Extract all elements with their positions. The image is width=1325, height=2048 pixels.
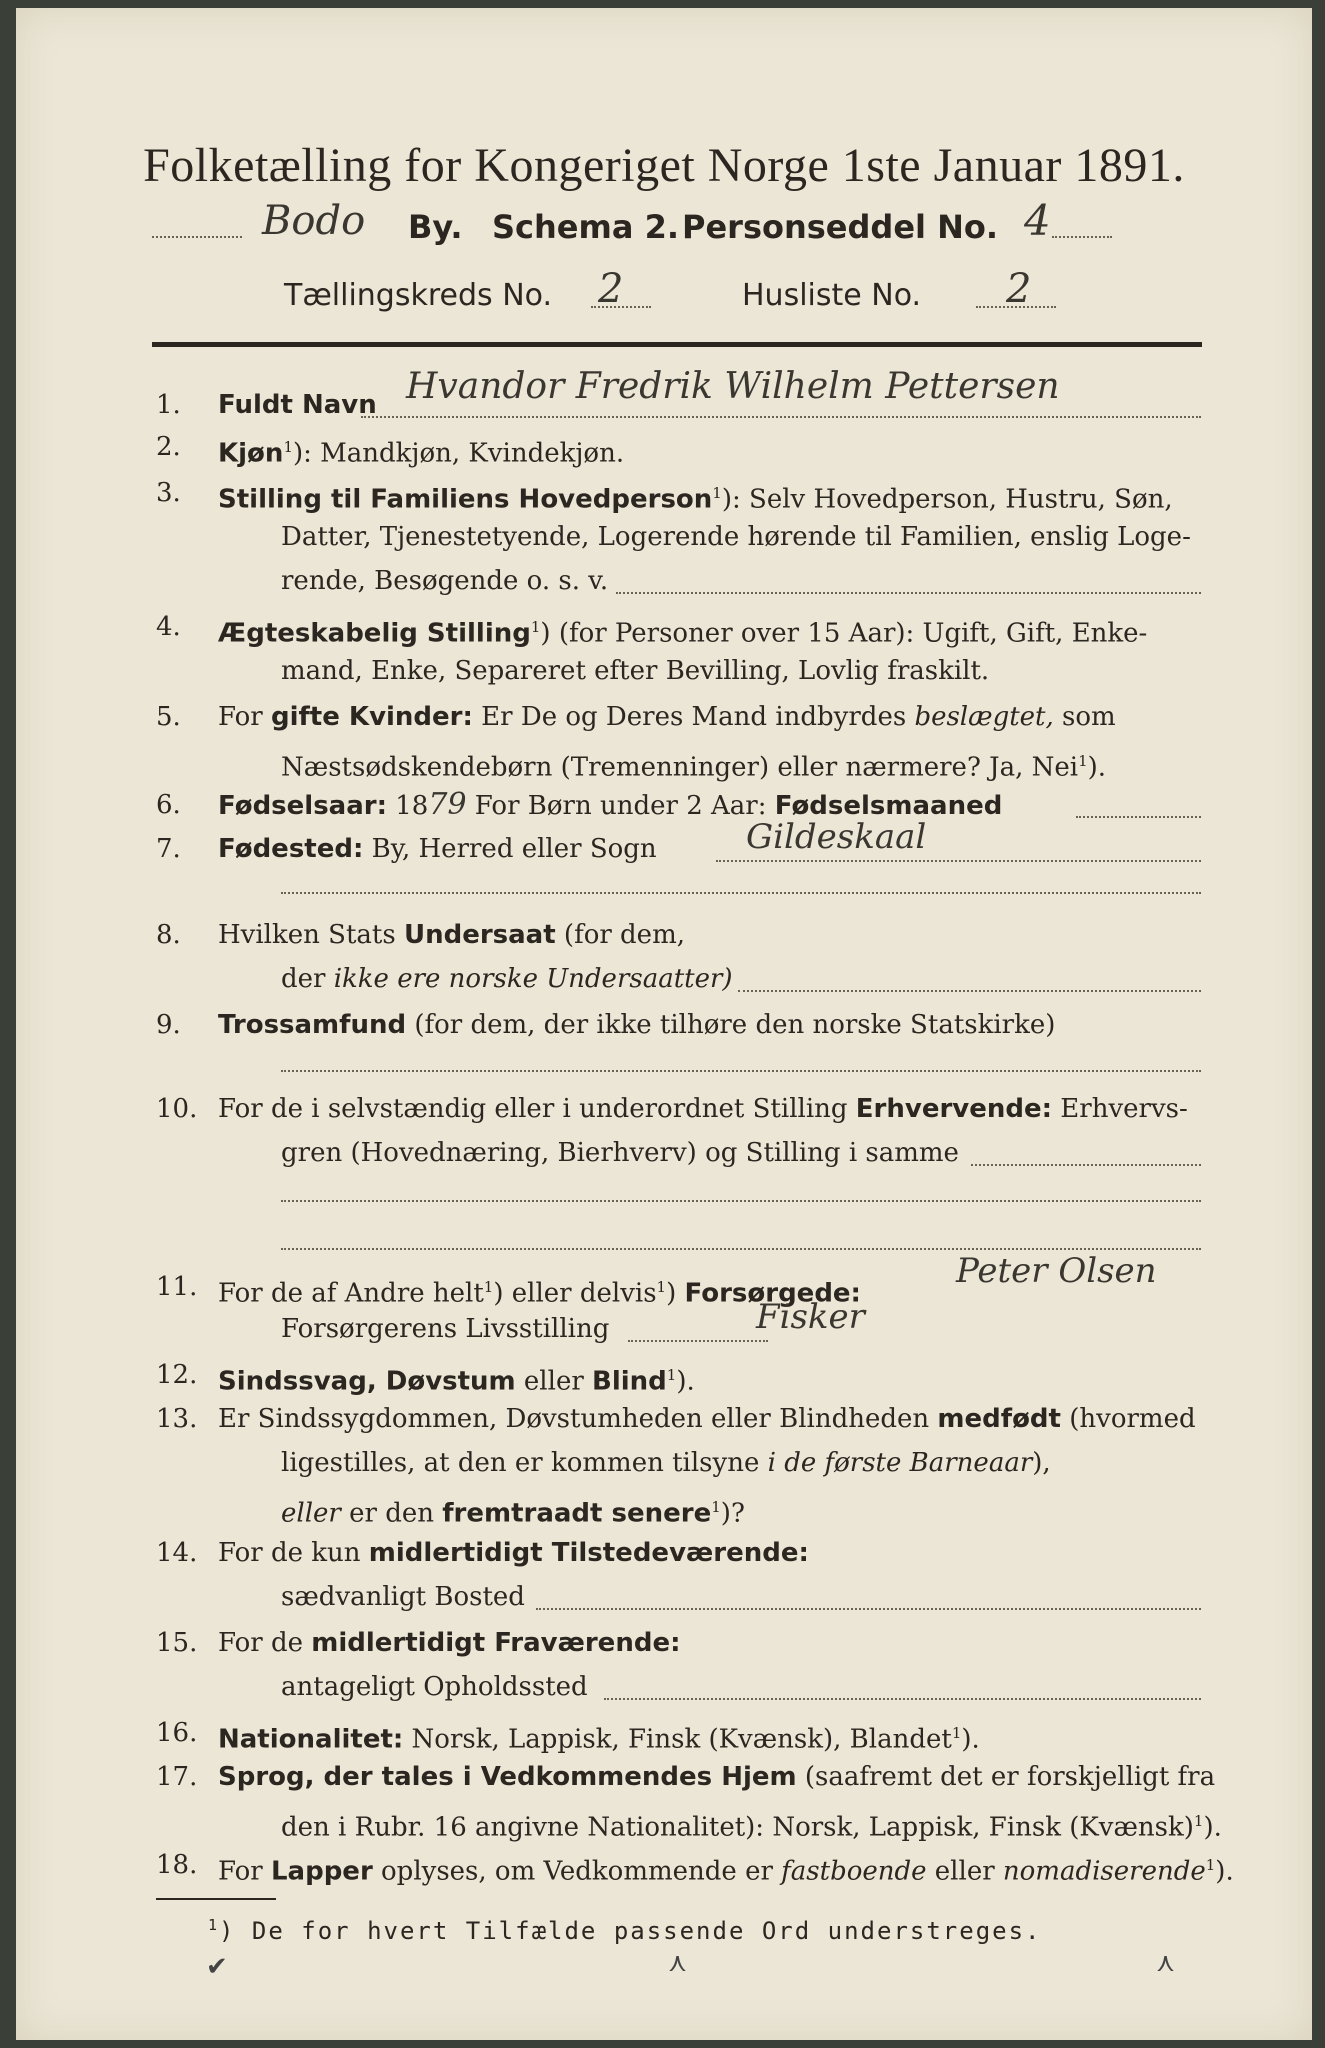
husliste-number: 2 — [1006, 266, 1032, 312]
item-text: mand, Enke, Separeret efter Bevilling, Lovlig fraskilt. — [281, 656, 990, 686]
item-number: 7. — [156, 834, 181, 864]
item-number: 5. — [156, 702, 181, 732]
item-label: medfødt — [937, 1404, 1061, 1434]
item-number: 13. — [156, 1404, 198, 1434]
item-text: der — [281, 964, 334, 994]
item-text: ligestilles, at den er kommen tilsyne — [281, 1448, 768, 1478]
item-text: For — [218, 1856, 271, 1887]
item-text: ikke ere norske Undersaatter) — [333, 964, 733, 994]
item-text: oplyses, om Vedkommende er — [372, 1856, 782, 1887]
item-text: Erhvervs- — [1052, 1094, 1188, 1124]
footnote-mark: 1 — [712, 484, 722, 502]
item-number: 6. — [156, 790, 181, 820]
personseddel-label: Personseddel No. — [682, 208, 999, 246]
census-form: Folketælling for Kongeriget Norge 1ste Januar 1891. Bodo By. Schema 2. Personseddel No. 4 Tællingskreds No. 2 Husliste No. 2 1. Fuldt Navn Hvandor Fredrik Wilhelm Pettersen 2. Kjøn$^1$): Mandkjøn, Kvindekjøn. 3. Stilling til Familiens Hovedperson$^1$): Selv Hovedperson, Hustru, Søn, Datter, Tjenestetyende, Logerende hørende til Familien, enslig Loge- rende, Besøgende o. s. v. 4. Ægteskabelig Stilling$^1$) (for Personer over 15 Aar): Ugift, Gift, Enke- mand, Enke, Separeret efter Bevilling, Lovlig fraskilt. 5. For gifte Kvinder: Er De og Deres Mand indbyrdes beslægtet, som Næstsødskendebørn (Tremenninger) eller nærmere? Ja, Nei$^1$). 6. Fødselsaar: 1879 For Børn under 2 Aar: Fødselsmaaned 7. Fødested: By, Herred eller Sogn Gildeskaal 8. Hvilken Stats Undersaat (for dem, der ikke ere norske Undersaatter) 9. Trossamfund (for dem, der ikke tilhøre den norske Statskirke) 10. For de i selvstændig eller i underordnet Stilling Erhvervende: Erhvervs- gren (Hovednæring, Bierhverv) og Stilling i samme 11. For de af Andre helt$^1$) eller delvis$^1$) Forsørgede: Peter Olsen Forsørgerens Livsstilling Fisker 12. Sindssvag, Døvstum eller Blind$^1$). 13. Er Sindssygdommen, Døvstumheden eller Blindheden medfødt (hvormed ligestilles, at den er kommen tilsyne i de første Barneaar), eller er den fremtraadt senere$^1$)? 14. For de kun midlertidigt Tilstedeværende: sædvanligt Bosted 15. For de midlertidigt Fraværende: antageligt Opholdssted 16. Nationalitet: Norsk, Lappisk, Finsk (Kvænsk), Blandet$^1$). 17. Sprog, der tales i Vedkommendes Hjem (saafremt det er forskjelligt fra den i Rubr. 16 angivne Nationalitet): Norsk, Lappisk, Finsk (Kvænsk)$^1$). 18. For Lapper oplyses, om Vedkommende er fastboende eller nomadiserende$^1$). $^1$) De for hvert Tilfælde passende Ord understreges. ✔ ⋏ ⋏ — [16, 8, 1312, 2040]
item-label: Sindssvag, Døvstum — [218, 1366, 516, 1397]
footnote-rule — [156, 1898, 276, 1900]
item-text: Forsørgerens Livsstilling — [281, 1314, 610, 1344]
footnote-mark: 1 — [530, 618, 541, 636]
item-number: 18. — [156, 1850, 198, 1880]
item-text: For — [218, 702, 271, 732]
item-label: Erhvervende: — [855, 1094, 1053, 1124]
item-text: Næstsødskendebørn (Tremenninger) eller nærmere? Ja, Nei — [281, 752, 1079, 783]
item-text: ). — [1215, 1856, 1234, 1887]
birthplace-handwritten: Gildeskaal — [746, 817, 927, 857]
item-text: (for dem, der ikke tilhøre den norske Statskirke) — [406, 1010, 1056, 1040]
item-text: eller — [926, 1856, 1003, 1887]
item-label: Stilling til Familiens Hovedperson — [218, 484, 713, 515]
item-text: (for dem, — [555, 920, 685, 950]
item-text: som — [1053, 702, 1116, 732]
form-title: Folketælling for Kongeriget Norge 1ste Januar 1891. — [143, 139, 1185, 192]
item-label: Fødselsaar: — [218, 791, 387, 821]
item-number: 15. — [156, 1628, 198, 1658]
kreds-label: Tællingskreds No. — [284, 278, 552, 313]
personseddel-number: 4 — [1024, 196, 1051, 245]
item-number: 16. — [156, 1718, 198, 1748]
item-text: Er De og Deres Mand indbyrdes — [472, 702, 915, 732]
footnote-mark: 1 — [1078, 752, 1088, 770]
item-text: ), — [1032, 1448, 1051, 1478]
item-text: ). — [961, 1724, 980, 1755]
provider-handwritten: Peter Olsen — [956, 1251, 1157, 1291]
item-text: den i Rubr. 16 angivne Nationalitet): Norsk, Lappisk, Finsk (Kvænsk) — [281, 1812, 1194, 1843]
item-text: ) — [666, 1278, 685, 1309]
footnote — [208, 1916, 1042, 1945]
item-number: 1. — [156, 390, 181, 420]
item-text: ) eller delvis — [493, 1278, 657, 1309]
item-text: eller — [515, 1366, 593, 1397]
item-label: gifte Kvinder: — [270, 702, 473, 732]
item-text: ) (for Personer over 15 Aar): Ugift, Gift, Enke- — [540, 618, 1148, 649]
item-text: (hvormed — [1060, 1404, 1196, 1434]
item-number: 3. — [156, 478, 181, 508]
item-text: ): Selv Hovedperson, Hustru, Søn, — [721, 484, 1173, 515]
item-label: Kjøn — [218, 438, 284, 469]
item-label: Forsørgede: — [684, 1278, 861, 1309]
item-number: 11. — [156, 1272, 198, 1302]
item-text: ). — [676, 1366, 695, 1397]
item-number: 9. — [156, 1010, 181, 1040]
item-number: 12. — [156, 1360, 198, 1390]
item-text: gren (Hovednæring, Bierhverv) og Stilling i samme — [281, 1138, 959, 1168]
item-label: fremtraadt senere — [442, 1498, 712, 1529]
item-text: ). — [1087, 752, 1107, 783]
footnote-mark: 1 — [283, 438, 293, 456]
kreds-number: 2 — [598, 266, 624, 312]
item-label: Fødselsmaaned — [774, 791, 1003, 821]
item-text: er den — [340, 1498, 443, 1529]
header-rule — [152, 342, 1202, 347]
item-label: midlertidigt Fraværende: — [311, 1628, 681, 1658]
item-number: 10. — [156, 1094, 198, 1124]
item-text: By, Herred eller Sogn — [363, 834, 657, 864]
item-label: Ægteskabelig Stilling — [218, 618, 531, 649]
item-text: nomadiserende — [1002, 1856, 1206, 1887]
item-text: Hvilken Stats — [218, 920, 404, 950]
item-number: 2. — [156, 432, 181, 462]
item-text: antageligt Opholdssted — [281, 1672, 588, 1702]
item-text: For de af Andre helt — [218, 1278, 484, 1309]
provider-occupation-handwritten: Fisker — [756, 1297, 865, 1337]
full-name-handwritten: Hvandor Fredrik Wilhelm Pettersen — [406, 366, 1060, 407]
item-label: Blind — [592, 1366, 667, 1397]
item-text: ). — [1203, 1812, 1222, 1843]
item-number: 17. — [156, 1762, 198, 1792]
header-kreds-line — [284, 278, 552, 313]
item-label: Fuldt Navn — [218, 390, 377, 420]
item-text: )? — [720, 1498, 745, 1529]
item-number: 14. — [156, 1538, 198, 1568]
item-text: Er Sindssygdommen, Døvstumheden eller Blindheden — [218, 1404, 938, 1434]
corner-mark-icon: ⋏ — [1156, 1948, 1176, 1978]
footnote-mark: 1 — [483, 1278, 494, 1296]
item-text: Datter, Tjenestetyende, Logerende hørende til Familien, enslig Loge- — [281, 522, 1191, 552]
item-text: For de kun — [218, 1538, 369, 1568]
item-number: 4. — [156, 612, 181, 642]
schema-label: Schema 2. — [492, 208, 679, 246]
item-label: Trossamfund — [218, 1010, 407, 1040]
husliste-label: Husliste No. — [742, 278, 922, 313]
item-text: eller — [281, 1498, 341, 1529]
item-number: 8. — [156, 920, 181, 950]
item-text: 18 — [387, 791, 429, 821]
footnote-mark: 1 — [656, 1278, 667, 1296]
item-text: i de første Barneaar — [767, 1448, 1033, 1478]
item-text: For de — [218, 1628, 312, 1658]
item-text: For de i selvstændig eller i underordnet Stilling — [218, 1094, 856, 1124]
footnote-mark: 1 — [208, 1916, 220, 1934]
item-text: sædvanligt Bosted — [281, 1582, 525, 1612]
item-label: Nationalitet: — [218, 1724, 404, 1755]
item-text: (saafremt det er forskjelligt fra — [796, 1762, 1216, 1792]
item-label: Lapper — [270, 1856, 373, 1887]
item-text: rende, Besøgende o. s. v. — [281, 566, 609, 596]
item-text: fastboende — [781, 1856, 927, 1887]
by-label: By. — [408, 208, 463, 246]
birth-year-handwritten: 79 — [428, 787, 467, 822]
item-label: Fødested: — [218, 834, 364, 864]
item-text: Norsk, Lappisk, Finsk (Kvænsk), Blandet — [403, 1724, 952, 1755]
item-label: midlertidigt Tilstedeværende: — [368, 1538, 809, 1568]
item-label: Undersaat — [403, 920, 556, 950]
item-text: beslægtet, — [914, 702, 1054, 732]
item-label: Sprog, der tales i Vedkommendes Hjem — [218, 1762, 797, 1792]
corner-mark-icon: ✔ — [206, 1952, 228, 1982]
city-handwritten: Bodo — [262, 198, 366, 244]
footnote-text: ) De for hvert Tilfælde passende Ord understreges. — [219, 1917, 1042, 1945]
corner-mark-icon: ⋏ — [668, 1948, 688, 1978]
item-text: ): Mandkjøn, Kvindekjøn. — [292, 438, 625, 469]
item-text: For Børn under 2 Aar: — [466, 791, 775, 821]
